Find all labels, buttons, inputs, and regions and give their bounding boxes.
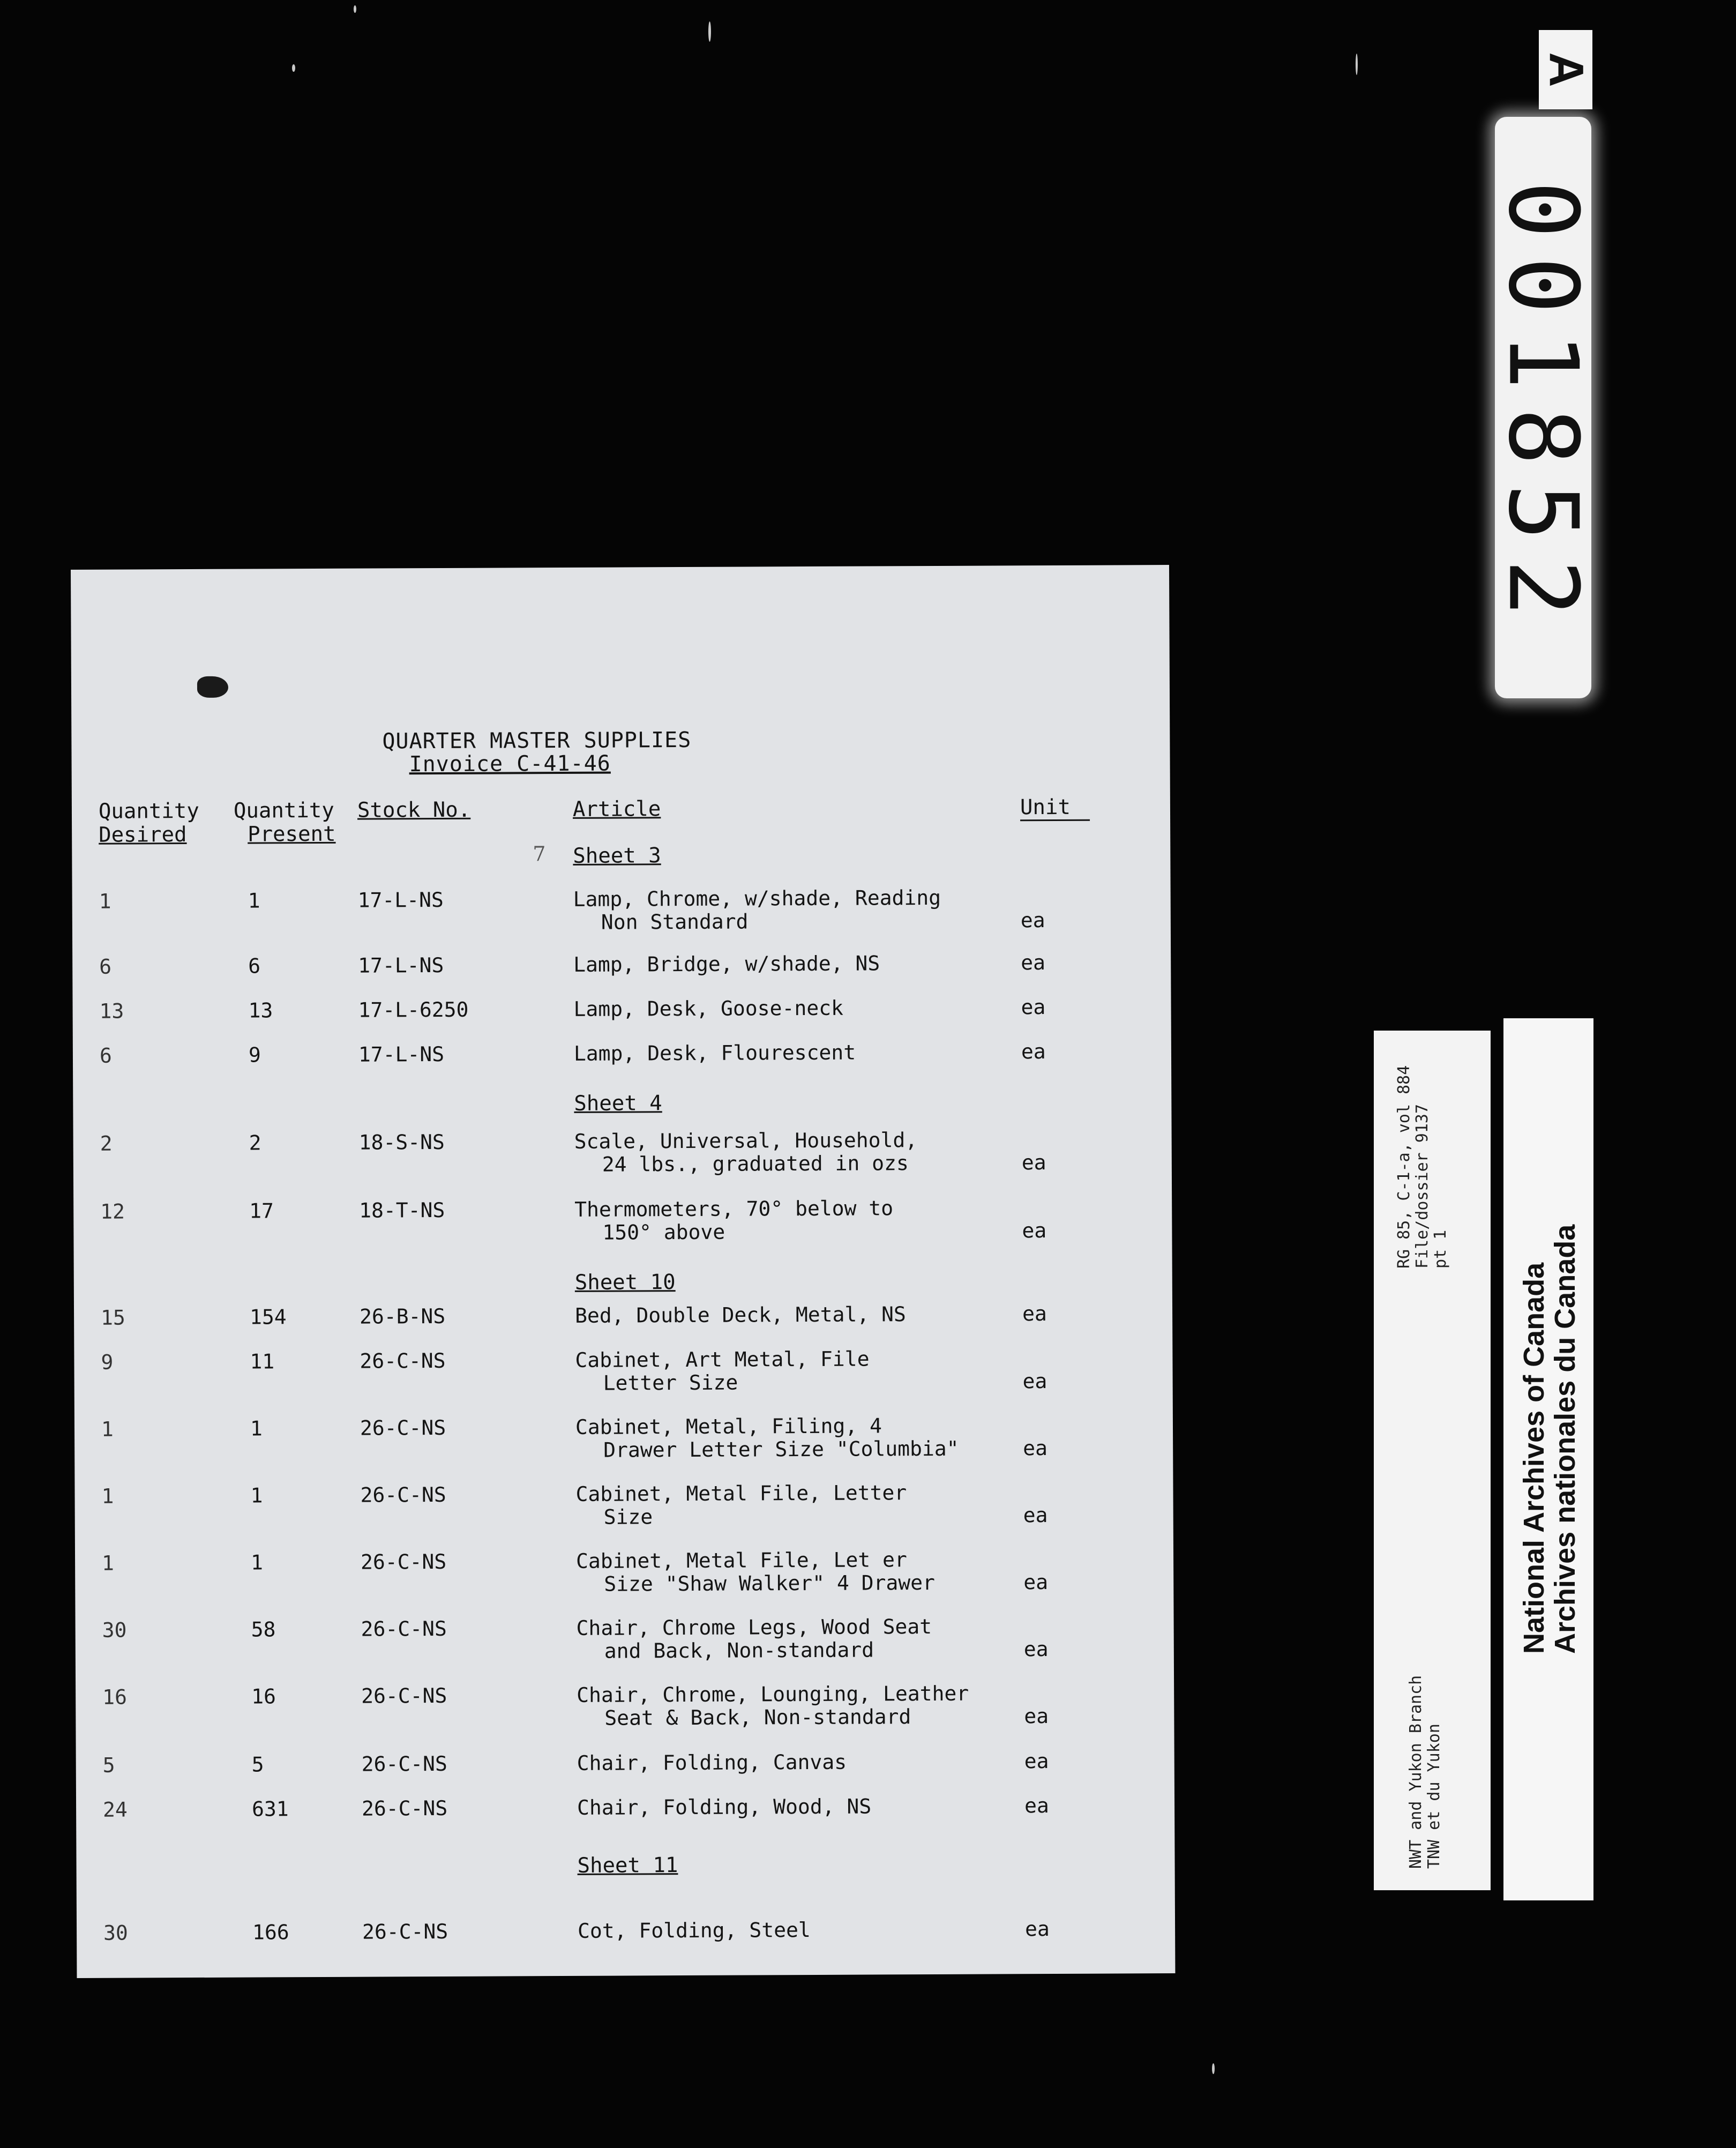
frame-number-tag	[1487, 117, 1599, 698]
unit-cell: ea	[1022, 1302, 1047, 1326]
article-cell	[575, 1414, 959, 1462]
header-quantity-present: Quantity Present	[233, 798, 336, 847]
unit-cell: ea	[1024, 1794, 1049, 1818]
stock-number-cell: 18-T-NS	[359, 1198, 445, 1222]
quantity-desired-cell: 1	[101, 1417, 114, 1441]
quantity-desired-cell: 5	[102, 1753, 115, 1777]
article-line: Chair, Chrome Legs, Wood Seat	[576, 1615, 932, 1640]
unit-cell: ea	[1022, 1369, 1047, 1393]
quantity-desired-cell: 15	[100, 1306, 125, 1330]
pencil-mark: 7	[533, 842, 546, 866]
article-line: 24 lbs., graduated in ozs	[602, 1151, 909, 1176]
article-line: Size "Shaw Walker" 4 Drawer	[604, 1570, 936, 1596]
article-line: Bed, Double Deck, Metal, NS	[574, 1302, 906, 1327]
stock-number-cell: 18-S-NS	[358, 1130, 445, 1154]
film-speck	[708, 21, 711, 42]
table-row	[74, 1480, 1173, 1529]
table-row	[76, 1614, 1174, 1663]
table-row	[76, 1794, 1174, 1822]
stock-number-cell: 26-C-NS	[360, 1348, 446, 1373]
quantity-present-cell: 58	[251, 1617, 276, 1642]
film-speck	[1356, 54, 1358, 75]
quantity-desired-cell: 24	[103, 1798, 128, 1822]
unit-cell: ea	[1023, 1637, 1049, 1661]
article-line: Scale, Universal, Household,	[574, 1128, 918, 1153]
article-line: Cabinet, Metal File, Letter	[575, 1481, 907, 1506]
quantity-present-cell: 9	[248, 1043, 261, 1067]
invoice-page	[71, 565, 1175, 1978]
article-line: Cot, Folding, Steel	[577, 1918, 811, 1943]
article-line: Lamp, Desk, Flourescent	[573, 1040, 856, 1065]
archive-reference-card	[1374, 1031, 1491, 1890]
table-row	[73, 1196, 1172, 1244]
film-speck	[292, 64, 295, 72]
article-line: Letter Size	[603, 1370, 738, 1395]
table-row	[73, 1040, 1171, 1068]
article-line: Lamp, Bridge, w/shade, NS	[573, 951, 880, 976]
quantity-present-cell: 6	[248, 954, 261, 978]
unit-cell: ea	[1024, 1749, 1049, 1773]
article-line: Chair, Folding, Wood, NS	[577, 1794, 872, 1819]
table-row	[76, 1681, 1174, 1730]
quantity-present-cell: 154	[249, 1305, 287, 1329]
record-group-label: RG 85, C-1-a, vol 884 File/dossier 9137 pt 1	[1395, 1065, 1450, 1269]
quantity-desired-cell: 6	[99, 1043, 112, 1068]
quantity-present-cell: 13	[248, 998, 273, 1023]
invoice-number: Invoice C-41-46	[409, 751, 611, 777]
unit-cell: ea	[1023, 1436, 1048, 1460]
article-line: Lamp, Desk, Goose-neck	[573, 996, 844, 1021]
quantity-present-cell: 631	[251, 1797, 289, 1821]
article-cell	[573, 952, 880, 976]
article-line: Non Standard	[601, 909, 749, 934]
unit-cell: ea	[1021, 1151, 1046, 1175]
article-line: Chair, Folding, Canvas	[577, 1750, 847, 1775]
quantity-present-cell: 2	[249, 1131, 261, 1155]
quantity-desired-cell: 1	[101, 1551, 115, 1575]
unit-cell: ea	[1024, 1704, 1049, 1728]
national-archives-card	[1503, 1018, 1593, 1900]
stock-number-cell: 17-L-NS	[357, 887, 444, 912]
sheet-heading: Sheet 10	[574, 1270, 676, 1295]
national-archives-label: National Archives of Canada Archives nationales du Canada	[1518, 1224, 1581, 1654]
stock-number-cell: 26-C-NS	[361, 1616, 447, 1641]
quantity-desired-cell: 16	[102, 1685, 128, 1709]
sheet-heading: Sheet 3	[573, 844, 661, 868]
article-line: Cabinet, Metal File, Let er	[575, 1548, 907, 1573]
article-cell	[576, 1548, 935, 1596]
article-cell	[575, 1481, 907, 1529]
stock-number-cell: 26-C-NS	[360, 1415, 446, 1440]
article-line: and Back, Non-standard	[604, 1638, 874, 1663]
article-line: Cabinet, Metal, Filing, 4	[575, 1414, 882, 1439]
table-row	[74, 1302, 1172, 1330]
quantity-desired-cell: 30	[103, 1921, 128, 1945]
article-line: Thermometers, 70° below to	[574, 1196, 894, 1221]
quantity-present-cell: 166	[252, 1920, 289, 1944]
quantity-desired-cell: 12	[100, 1199, 125, 1224]
film-speck	[354, 5, 356, 13]
table-row	[77, 1917, 1175, 1945]
article-cell	[577, 1615, 932, 1663]
unit-cell: ea	[1021, 1040, 1046, 1064]
stock-number-cell: 26-C-NS	[360, 1482, 446, 1507]
table-row	[73, 1128, 1172, 1176]
ink-blot	[197, 676, 228, 698]
quantity-present-cell: 11	[250, 1349, 275, 1374]
article-cell	[573, 997, 843, 1021]
film-speck	[1212, 2063, 1215, 2074]
unit-cell: ea	[1024, 1917, 1050, 1941]
article-line: Seat & Back, Non-standard	[604, 1705, 911, 1730]
frame-number: 001852	[1487, 181, 1599, 635]
stock-number-cell: 17-L-6250	[358, 997, 469, 1022]
article-cell	[574, 1129, 918, 1176]
table-row	[74, 1413, 1173, 1462]
article-cell	[577, 1682, 969, 1730]
quantity-present-cell: 16	[251, 1684, 276, 1709]
table-row	[72, 951, 1171, 979]
table-row	[72, 885, 1171, 934]
header-stock-no: Stock No.	[357, 797, 471, 823]
article-line: 150° above	[602, 1220, 725, 1244]
unit-cell: ea	[1023, 1503, 1048, 1527]
article-cell	[574, 1197, 893, 1244]
frame-letter-tag: A	[1539, 30, 1592, 109]
unit-cell: ea	[1021, 951, 1046, 975]
table-row	[75, 1547, 1173, 1596]
unit-cell: ea	[1021, 995, 1046, 1019]
unit-cell: ea	[1023, 1570, 1049, 1594]
article-cell	[577, 1795, 871, 1819]
stock-number-cell: 17-L-NS	[358, 1042, 445, 1066]
quantity-present-cell: 1	[250, 1483, 263, 1508]
stock-number-cell: 26-C-NS	[361, 1683, 447, 1708]
article-cell	[573, 886, 941, 934]
article-cell	[578, 1919, 811, 1943]
article-line: Lamp, Chrome, w/shade, Reading	[573, 885, 941, 911]
stock-number-cell: 26-B-NS	[359, 1304, 446, 1329]
quantity-present-cell: 1	[248, 889, 260, 913]
stock-number-cell: 17-L-NS	[358, 953, 444, 978]
article-line: Cabinet, Art Metal, File	[575, 1347, 870, 1372]
unit-cell: ea	[1022, 1219, 1047, 1243]
document-title: QUARTER MASTER SUPPLIES	[382, 727, 692, 754]
unit-cell: ea	[1020, 908, 1045, 933]
table-row	[73, 995, 1171, 1023]
quantity-present-cell: 17	[249, 1199, 274, 1223]
article-line: Drawer Letter Size "Columbia"	[603, 1436, 959, 1462]
header-quantity-desired: Quantity Desired	[98, 799, 199, 847]
quantity-present-cell: 1	[250, 1416, 263, 1441]
article-line: Size	[603, 1505, 653, 1529]
sheet-heading: Sheet 4	[574, 1091, 662, 1116]
stock-number-cell: 26-C-NS	[361, 1796, 448, 1821]
table-row	[76, 1749, 1174, 1777]
header-article: Article	[572, 797, 661, 822]
quantity-present-cell: 5	[251, 1752, 264, 1777]
stock-number-cell: 26-C-NS	[360, 1549, 447, 1574]
article-cell	[575, 1348, 869, 1395]
quantity-desired-cell: 1	[101, 1484, 114, 1508]
article-cell	[574, 1041, 856, 1065]
quantity-desired-cell: 1	[99, 889, 111, 913]
stock-number-cell: 26-C-NS	[361, 1751, 447, 1776]
table-row	[74, 1346, 1172, 1395]
quantity-desired-cell: 2	[100, 1131, 113, 1155]
sheet-heading: Sheet 11	[577, 1853, 678, 1878]
quantity-present-cell: 1	[250, 1550, 264, 1575]
quantity-desired-cell: 30	[102, 1618, 127, 1642]
quantity-desired-cell: 13	[99, 999, 124, 1023]
article-cell	[577, 1751, 847, 1775]
quantity-desired-cell: 9	[101, 1350, 114, 1374]
article-line: Chair, Chrome, Lounging, Leather	[577, 1681, 969, 1707]
header-unit: Unit	[1020, 796, 1090, 820]
stock-number-cell: 26-C-NS	[362, 1919, 448, 1944]
article-cell	[575, 1303, 906, 1327]
branch-label: NWT and Yukon Branch TNW et du Yukon	[1406, 1675, 1443, 1869]
quantity-desired-cell: 6	[99, 954, 112, 979]
